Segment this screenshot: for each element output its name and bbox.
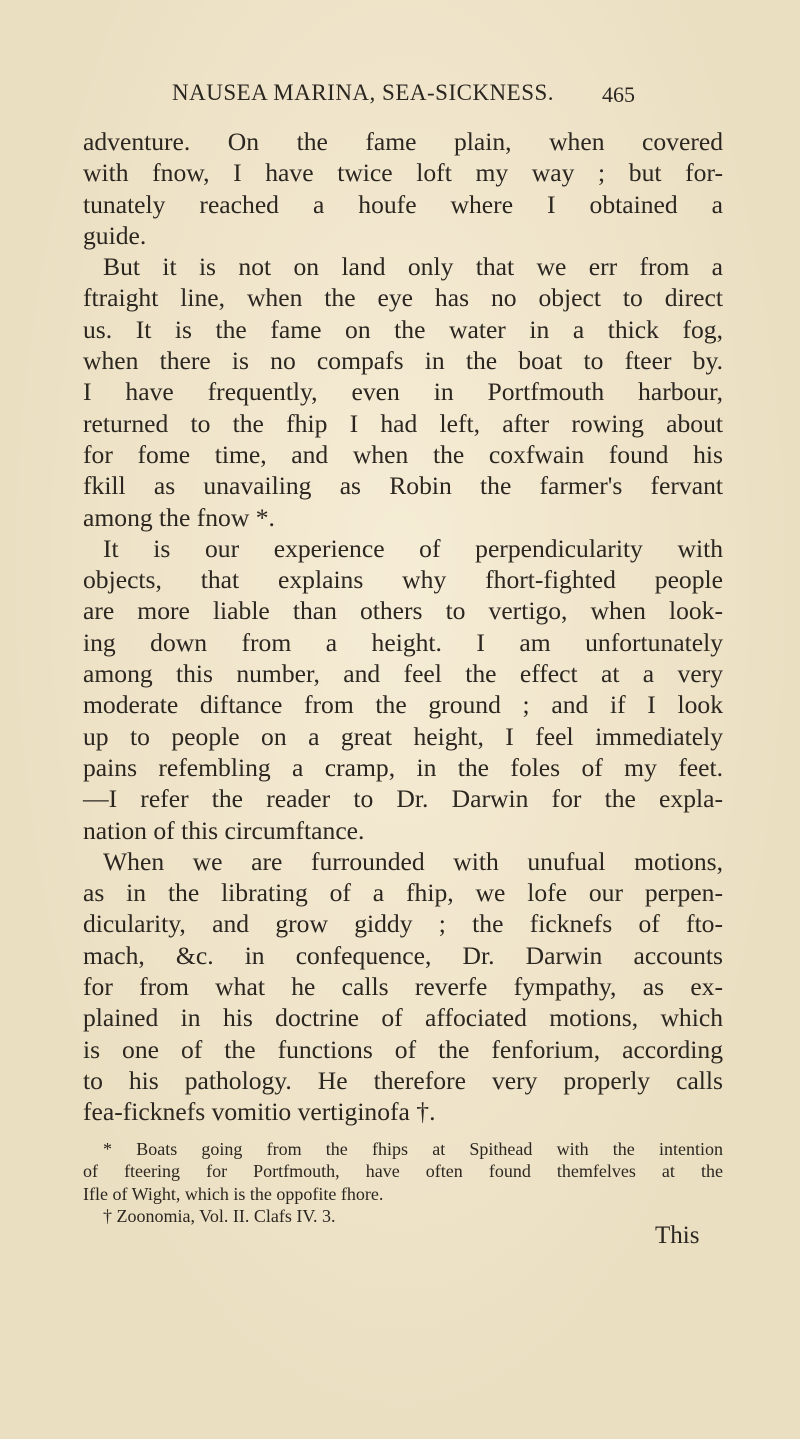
text-line: nation of this circumftance.	[83, 815, 365, 845]
text-line: for from what he calls reverfe fympathy, as ex-	[83, 972, 723, 1002]
text-line: pains refembling a cramp, in the foles of my feet.	[83, 752, 723, 782]
text-line: fkill as unavailing as Robin the farmer's fervant	[83, 471, 723, 501]
text-line: dicularity, and grow giddy ; the ficknefs of fto-	[83, 909, 723, 939]
text-line: adventure. On the fame plain, when covered	[83, 127, 723, 156]
text-line: with fnow, I have twice loft my way ; but for-	[83, 158, 723, 188]
footnote-line: * Boats going from the fhips at Spithead with the intention	[103, 1139, 723, 1159]
text-line: ing down from a height. I am unfortunately	[83, 627, 723, 657]
text-line: plained in his doctrine of affociated motions, which	[83, 1003, 723, 1033]
text-line: up to people on a great height, I feel immediately	[83, 721, 723, 751]
text-line: guide.	[83, 220, 147, 250]
text-line: But it is not on land only that we err from a	[103, 252, 723, 282]
text-line: for fome time, and when the coxfwain found his	[83, 439, 723, 469]
text-line: to his pathology. He therefore very properly calls	[83, 1065, 723, 1095]
text-line: returned to the fhip I had left, after rowing about	[83, 408, 723, 438]
text-line: when there is no compafs in the boat to fteer by.	[83, 346, 723, 376]
text-line: It is our experience of perpendicularity with	[103, 533, 723, 563]
running-header: NAUSEA MARINA, SEA-SICKNESS.	[172, 80, 555, 105]
text-line: mach, &c. in confequence, Dr. Darwin accounts	[83, 940, 723, 970]
footnote-line: † Zoonomia, Vol. II. Clafs IV. 3.	[103, 1206, 336, 1227]
body-text	[83, 126, 723, 1128]
text-line: —I refer the reader to Dr. Darwin for the expla-	[83, 784, 723, 814]
text-line: as in the librating of a fhip, we lofe our perpen-	[83, 878, 723, 908]
text-line: ftraight line, when the eye has no object to direct	[83, 283, 723, 313]
text-line: objects, that explains why fhort-fighted people	[83, 565, 723, 595]
text-line: tunately reached a houfe where I obtained a	[83, 189, 723, 219]
text-line: us. It is the fame on the water in a thick fog,	[83, 314, 723, 344]
catchword: This	[655, 1222, 700, 1249]
footnotes	[83, 1138, 723, 1228]
text-line: I have frequently, even in Portfmouth harbour,	[83, 377, 723, 407]
footnote-line: Ifle of Wight, which is the oppofite fhore.	[83, 1183, 384, 1204]
footnote-line: of fteering for Portfmouth, have often found themfelves at the	[83, 1161, 723, 1182]
text-line: fea-ficknefs vomitio vertiginofa †.	[83, 1097, 436, 1127]
text-line: among the fnow *.	[83, 502, 275, 532]
text-line: is one of the functions of the fenforium, according	[83, 1034, 723, 1064]
text-line: are more liable than others to vertigo, when look-	[83, 596, 723, 626]
text-line: moderate diftance from the ground ; and if I look	[83, 690, 723, 720]
page-number: 465	[602, 82, 635, 107]
text-line: When we are furrounded with unufual motions,	[103, 846, 723, 876]
text-line: among this number, and feel the effect at a very	[83, 659, 723, 689]
